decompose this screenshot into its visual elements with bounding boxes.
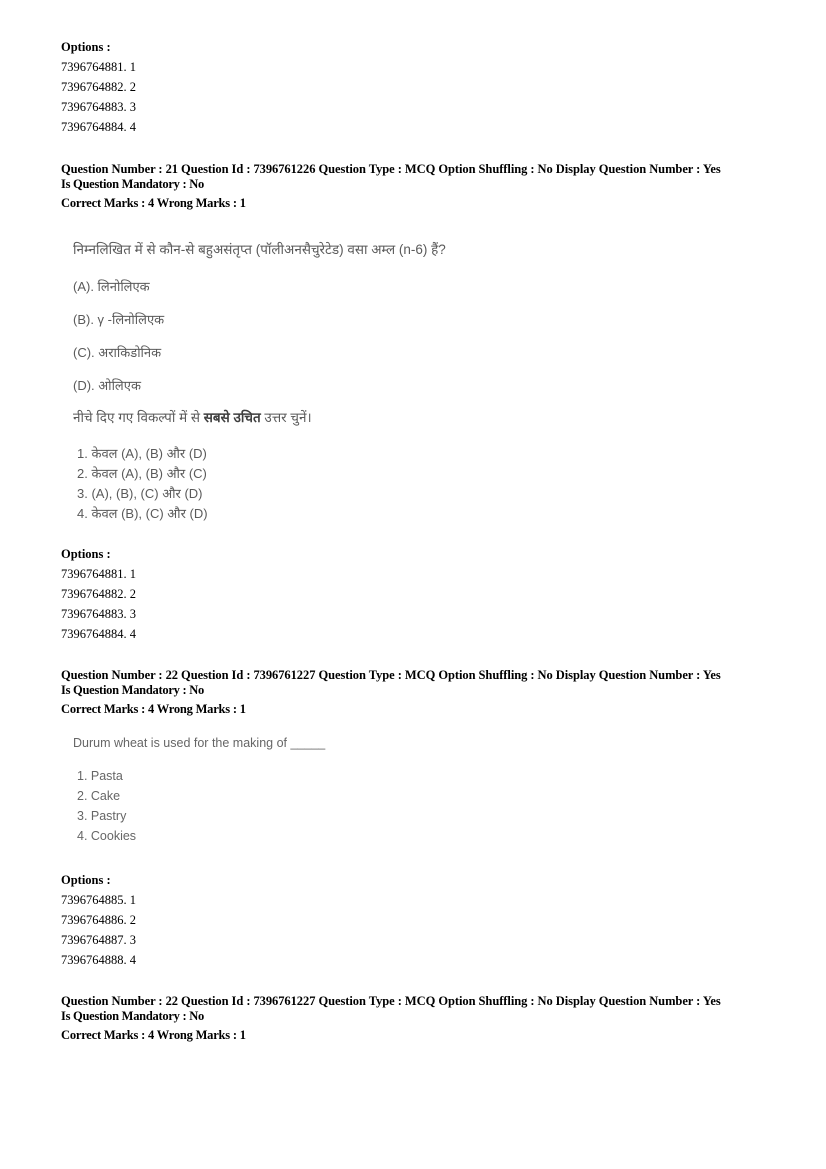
- option-line: 7396764881. 1: [61, 60, 136, 74]
- option-line: 7396764887. 3: [61, 933, 136, 947]
- question-mandatory-line: Is Question Mandatory : No: [61, 1009, 205, 1023]
- question-mandatory-line: Is Question Mandatory : No: [61, 683, 205, 697]
- question-stem: निम्नलिखित में से कौन-से बहुअसंतृप्त (पॉलीअनसैचुरेटेड) वसा अम्ल (n-6) हैं?: [73, 242, 446, 257]
- question-meta-line: Question Number : 22 Question Id : 7396761227 Question Type : MCQ Option Shuffling : No Display Question Number : Yes: [61, 668, 721, 682]
- option-line: 7396764881. 1: [61, 567, 136, 581]
- statement-line: (A). लिनोलिएक: [73, 279, 150, 294]
- instruction-text: उत्तर चुनें।: [260, 410, 312, 425]
- choice-line: 1. Pasta: [77, 769, 123, 783]
- question-marks-line: Correct Marks : 4 Wrong Marks : 1: [61, 1028, 246, 1042]
- question-mandatory-line: Is Question Mandatory : No: [61, 177, 205, 191]
- statement-line: (B). γ -लिनोलिएक: [73, 312, 165, 327]
- option-line: 7396764888. 4: [61, 953, 136, 967]
- instruction-emphasis: सबसे उचित: [203, 410, 261, 425]
- choice-line: 3. (A), (B), (C) और (D): [77, 486, 203, 501]
- choice-line: 1. केवल (A), (B) और (D): [77, 446, 207, 461]
- choice-line: 3. Pastry: [77, 809, 127, 823]
- statement-line: (C). अराकिडोनिक: [73, 345, 162, 360]
- option-line: 7396764882. 2: [61, 80, 136, 94]
- question-stem: Durum wheat is used for the making of _____: [73, 736, 326, 750]
- choice-line: 4. Cookies: [77, 829, 137, 843]
- statement-line: (D). ओलिएक: [73, 378, 141, 393]
- choice-line: 2. Cake: [77, 789, 121, 803]
- question-marks-line: Correct Marks : 4 Wrong Marks : 1: [61, 702, 246, 716]
- option-line: 7396764882. 2: [61, 587, 136, 601]
- option-line: 7396764884. 4: [61, 627, 136, 641]
- option-line: 7396764883. 3: [61, 607, 136, 621]
- choice-line: 2. केवल (A), (B) और (C): [77, 466, 207, 481]
- question-meta-line: Question Number : 21 Question Id : 7396761226 Question Type : MCQ Option Shuffling : No Display Question Number : Yes: [61, 162, 721, 176]
- instruction-text: नीचे दिए गए विकल्पों में से: [73, 410, 204, 425]
- choice-line: 4. केवल (B), (C) और (D): [77, 506, 208, 521]
- question-marks-line: Correct Marks : 4 Wrong Marks : 1: [61, 196, 246, 210]
- option-line: 7396764885. 1: [61, 893, 136, 907]
- instruction-line: [73, 408, 312, 426]
- option-line: 7396764883. 3: [61, 100, 136, 114]
- option-line: 7396764884. 4: [61, 120, 136, 134]
- options-heading: Options :: [61, 873, 111, 887]
- options-heading: Options :: [61, 547, 111, 561]
- option-line: 7396764886. 2: [61, 913, 136, 927]
- options-heading: Options :: [61, 40, 111, 54]
- question-meta-line: Question Number : 22 Question Id : 7396761227 Question Type : MCQ Option Shuffling : No Display Question Number : Yes: [61, 994, 721, 1008]
